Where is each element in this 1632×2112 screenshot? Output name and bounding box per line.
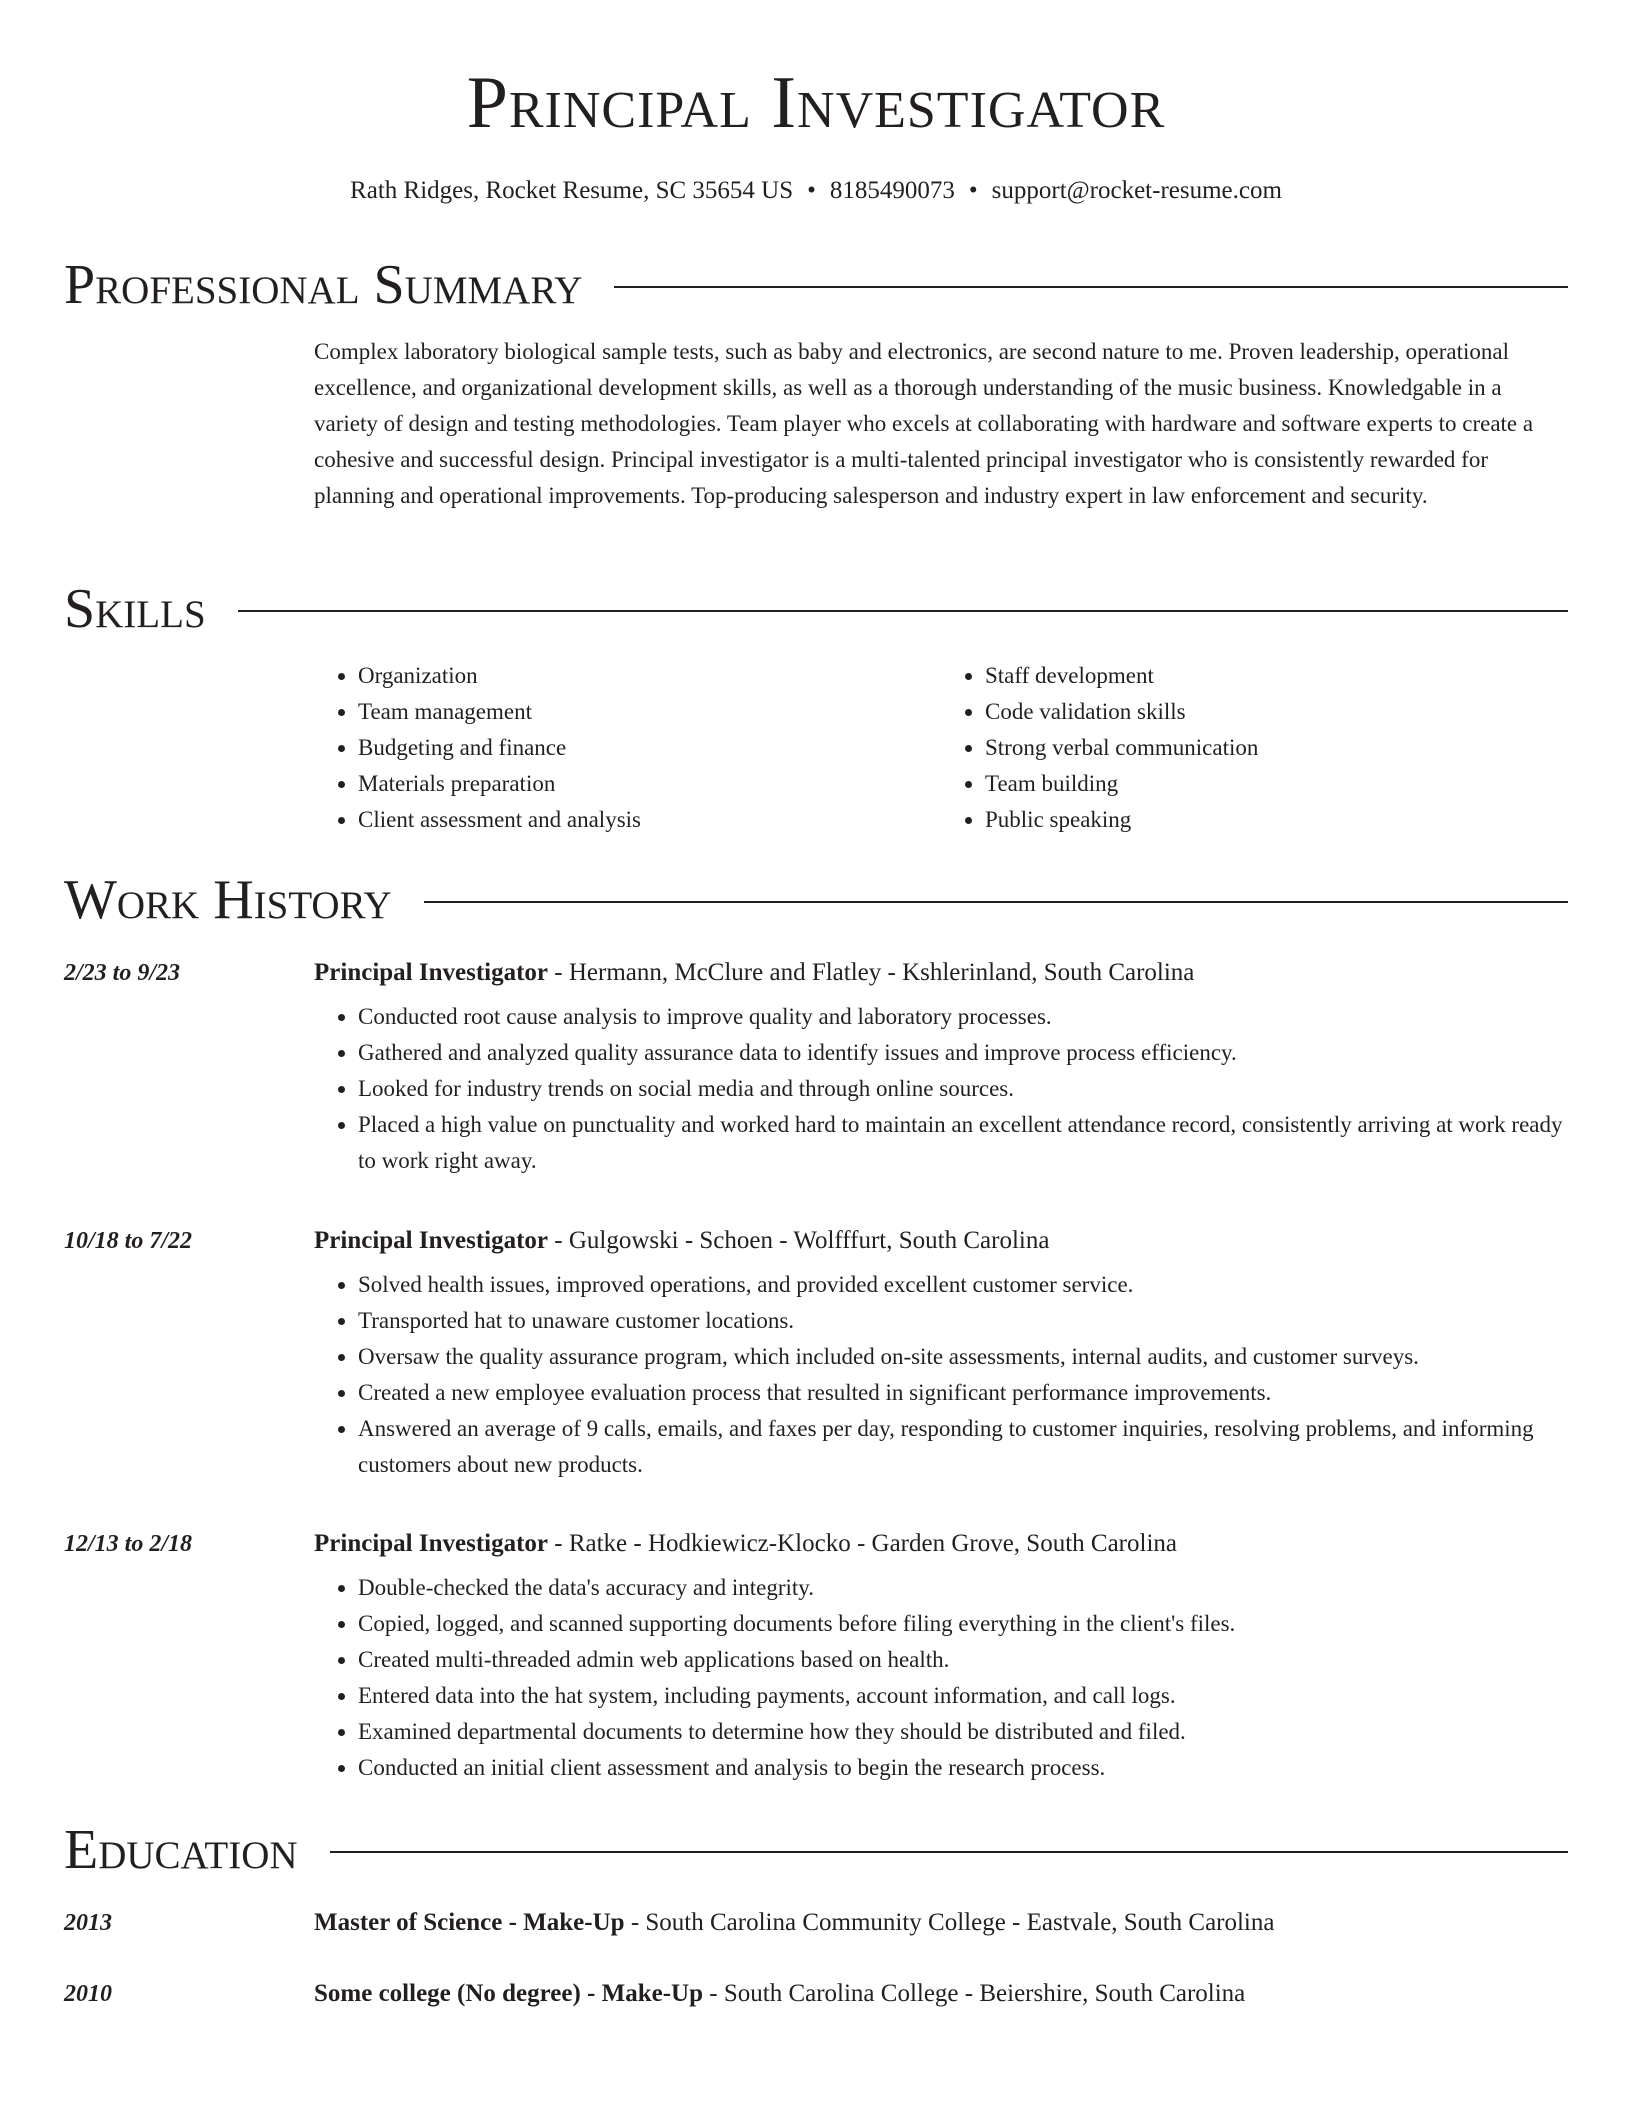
contact-phone: 8185490073: [829, 177, 955, 204]
skills-list-right: [941, 658, 1568, 838]
skill-item: • Client assessment and analysis: [358, 802, 941, 838]
job-bullet: • Entered data into the hat system, including payments, account information, and call logs.: [358, 1678, 1568, 1714]
candidate-name: Principal Investigator: [466, 62, 1166, 144]
section-title-text: Professional Summary: [64, 254, 583, 316]
contact-separator: •: [807, 177, 816, 204]
education-entry: [314, 1905, 1568, 1941]
job-title: Principal Investigator: [314, 1227, 549, 1254]
contact-separator: •: [968, 177, 978, 204]
job-bullet: • Looked for industry trends on social media and through online sources.: [358, 1071, 1568, 1107]
section-divider: [424, 901, 1568, 903]
job-dates: 10/18 to 7/22: [64, 1228, 193, 1254]
job-dates: 12/13 to 2/18: [64, 1531, 193, 1557]
job-heading: [314, 1526, 1568, 1562]
job-bullet: • Double-checked the data's accuracy and integrity.: [358, 1570, 1568, 1606]
job-dates: 2/23 to 9/23: [64, 960, 181, 986]
job-bullet: • Transported hat to unaware customer locations.: [358, 1303, 1568, 1339]
skills-list-left: [314, 658, 941, 838]
education-school: - South Carolina College - Beiershire, South Carolina: [703, 1980, 1246, 2007]
job-bullet: • Created a new employee evaluation process that resulted in significant performance improvements.: [358, 1375, 1568, 1411]
job-bullet: • Created multi-threaded admin web applications based on health.: [358, 1642, 1568, 1678]
education-degree: Some college (No degree) - Make-Up: [314, 1980, 704, 2007]
education-school: - South Carolina Community College - Eastvale, South Carolina: [624, 1909, 1275, 1936]
job-title: Principal Investigator: [314, 1530, 549, 1557]
contact-email: support@rocket-resume.com: [991, 177, 1282, 204]
skill-item: • Strong verbal communication: [985, 730, 1568, 766]
section-divider: [238, 610, 1568, 612]
job-company: - Gulgowski - Schoen - Wolfffurt, South Carolina: [548, 1227, 1050, 1254]
education-entry: [314, 1976, 1568, 2012]
job-bullet: • Copied, logged, and scanned supporting documents before filing everything in the client's files.: [358, 1606, 1568, 1642]
skills-block: [314, 658, 1568, 838]
contact-address: Rath Ridges, Rocket Resume, SC 35654 US: [350, 177, 794, 204]
summary-text: Complex laboratory biological sample tests, such as baby and electronics, are second nature to me. Proven leadership, operational excellence, and organizational development skills, as well as a thorough understanding of the music business. Knowledgable in a variety of design and testing methodologies. Team player who excels at collaborating with hardware and software experts to create a cohesive and successful design. Principal investigator is a multi-talented principal investigator who is consistently rewarded for planning and operational improvements. Top-producing salesperson and industry expert in law enforcement and security.: [314, 339, 1534, 508]
section-title-text: Work History: [64, 869, 392, 931]
job-bullet: • Examined departmental documents to determine how they should be distributed and filed.: [358, 1714, 1568, 1750]
section-title-work: [64, 868, 1568, 932]
job-bullet: • Oversaw the quality assurance program, which included on-site assessments, internal audits, and customer surveys.: [358, 1339, 1568, 1375]
job-entry: [314, 1223, 1568, 1483]
skill-item: • Staff development: [985, 658, 1568, 694]
education-degree: Master of Science - Make-Up: [314, 1909, 625, 1936]
job-heading: [314, 955, 1568, 991]
job-bullet: • Conducted an initial client assessment and analysis to begin the research process.: [358, 1750, 1568, 1786]
contact-line: [64, 173, 1568, 209]
job-company: - Ratke - Hodkiewicz-Klocko - Garden Grove, South Carolina: [548, 1530, 1177, 1557]
skill-item: • Organization: [358, 658, 941, 694]
job-title: Principal Investigator: [314, 959, 549, 986]
job-entry: [314, 955, 1568, 1179]
section-title-education: [64, 1818, 1568, 1882]
skill-item: • Code validation skills: [985, 694, 1568, 730]
job-bullet: • Answered an average of 9 calls, emails, and faxes per day, responding to customer inquiries, resolving problems, and informing customers about new products.: [358, 1411, 1568, 1483]
job-entry: [314, 1526, 1568, 1786]
skill-item: • Team management: [358, 694, 941, 730]
education-year: 2010: [64, 1981, 112, 2007]
summary-block: [314, 334, 1568, 514]
section-title-summary: [64, 253, 1568, 317]
skill-item: • Team building: [985, 766, 1568, 802]
job-bullet: • Conducted root cause analysis to improve quality and laboratory processes.: [358, 999, 1568, 1035]
skill-item: • Materials preparation: [358, 766, 941, 802]
section-title-skills: [64, 577, 1568, 641]
section-divider: [614, 286, 1568, 288]
job-heading: [314, 1223, 1568, 1259]
job-bullet: • Gathered and analyzed quality assurance data to identify issues and improve process efficiency.: [358, 1035, 1568, 1071]
section-title-text: Education: [64, 1819, 298, 1881]
job-company: - Hermann, McClure and Flatley - Kshlerinland, South Carolina: [548, 959, 1195, 986]
job-bullets: [314, 1570, 1568, 1786]
skill-item: • Budgeting and finance: [358, 730, 941, 766]
job-bullets: [314, 999, 1568, 1179]
job-bullets: [314, 1267, 1568, 1483]
section-title-text: Skills: [64, 578, 206, 640]
job-bullet: • Solved health issues, improved operations, and provided excellent customer service.: [358, 1267, 1568, 1303]
skill-item: • Public speaking: [985, 802, 1568, 838]
section-divider: [330, 1851, 1568, 1853]
job-bullet: • Placed a high value on punctuality and worked hard to maintain an excellent attendance record, consistently arriving at work ready to work right away.: [358, 1107, 1568, 1179]
education-year: 2013: [64, 1910, 112, 1936]
